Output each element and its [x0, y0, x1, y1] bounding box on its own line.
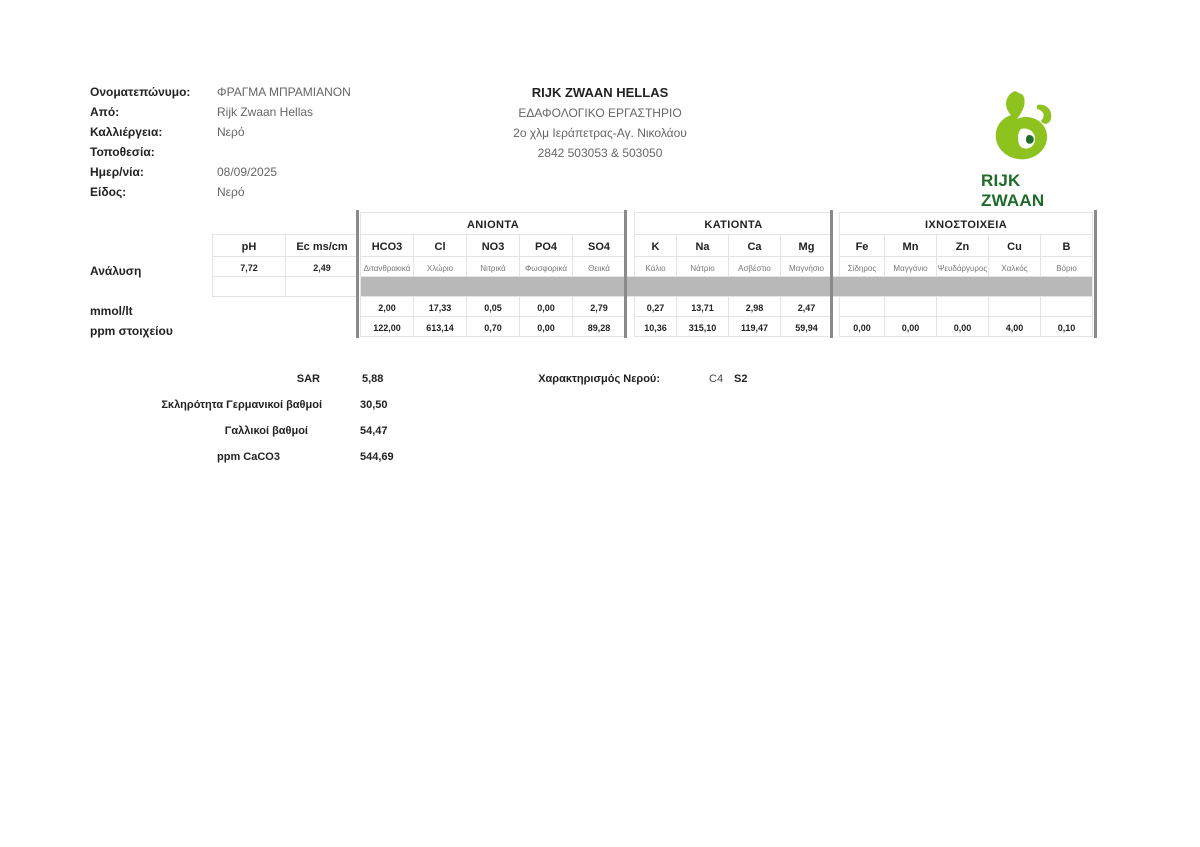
ppm-na: 315,10 [688, 322, 717, 333]
water-char-s: S2 [734, 373, 748, 385]
symbol-fe: Fe [855, 240, 869, 253]
mmol-hco3: 2,00 [378, 302, 396, 313]
name-k: Κάλιο [645, 263, 666, 273]
caco3-value: 544,69 [360, 451, 394, 463]
sar-value: 5,88 [362, 373, 384, 385]
name-no3: Νιτρικά [480, 263, 506, 273]
divider-bar-anions-cations [624, 210, 627, 338]
ppm-mn: 0,00 [901, 322, 920, 333]
symbol-cl: Cl [434, 240, 446, 253]
name-ca: Ασβέστιο [738, 263, 771, 273]
from-label: Από: [90, 105, 120, 119]
symbol-zn: Zn [955, 240, 970, 253]
from-value: Rijk Zwaan Hellas [217, 105, 314, 119]
lab-address: 2ο χλμ Ιεράπετρας-Αγ. Νικολάου [513, 126, 687, 140]
name-mg: Μαγνήσιο [789, 263, 824, 273]
mmol-cl: 17,33 [428, 302, 452, 313]
ppm-cl: 613,14 [426, 322, 454, 333]
rijk-zwaan-logo-icon [975, 85, 1085, 165]
row-label-analysis: Ανάλυση [90, 264, 142, 278]
symbol-hco3: HCO3 [371, 240, 403, 253]
crop-label: Καλλιέργεια: [90, 125, 163, 139]
divider-bar-right [1094, 210, 1097, 338]
name-fe: Σίδηρος [847, 263, 877, 273]
ppm-row [361, 317, 1093, 337]
mmol-row [361, 297, 1093, 317]
divider-bar-cations-trace [830, 210, 833, 338]
ppm-po4: 0,00 [537, 322, 555, 333]
name-hco3: Διτανθρακικά [363, 263, 411, 273]
name-b: Βόριο [1056, 263, 1077, 273]
ion-table [360, 212, 1093, 337]
symbol-so4: SO4 [587, 240, 610, 253]
logo-wordmark: RIJK ZWAAN [981, 171, 1045, 210]
ppm-b: 0,10 [1057, 322, 1076, 333]
symbol-mn: Mn [902, 240, 919, 253]
date-label: Ημερ/νία: [90, 165, 144, 179]
date-value: 08/09/2025 [217, 165, 278, 179]
hardness-de-label: Σκληρότητα Γερμανικοί βαθμοί [161, 399, 322, 411]
row-label-mmol: mmol/lt [90, 304, 133, 318]
ppm-hco3: 122,00 [373, 322, 401, 333]
ppm-ca: 119,47 [740, 322, 769, 333]
name-na: Νάτριο [690, 263, 715, 273]
crop-value: Νερό [217, 125, 245, 139]
rijk-zwaan-logo [975, 85, 1085, 210]
mmol-po4: 0,00 [537, 302, 555, 313]
ppm-fe: 0,00 [853, 322, 871, 333]
hardness-fr-label: Γαλλικοί βαθμοί [224, 425, 308, 437]
caco3-label: ppm CaCO3 [217, 451, 280, 463]
ph-symbol: pH [241, 240, 257, 253]
ec-symbol: Ec ms/cm [296, 240, 348, 253]
ph-value: 7,72 [240, 262, 258, 273]
name-cu: Χαλκός [1001, 263, 1028, 273]
ppm-no3: 0,70 [484, 322, 502, 333]
gray-separator-row [361, 277, 1093, 297]
name-mn: Μαγγάνιο [893, 263, 928, 273]
ppm-zn: 0,00 [953, 322, 972, 333]
ppm-mg: 59,94 [795, 322, 818, 333]
group-cations: ΚΑΤΙΟΝΤΑ [704, 218, 763, 231]
type-value: Νερό [217, 185, 245, 199]
group-anions: ΑΝΙΟΝΤΑ [466, 218, 520, 231]
mmol-so4: 2,79 [590, 302, 608, 313]
name-po4: Φωσφορικά [524, 263, 568, 273]
hardness-fr-value: 54,47 [360, 425, 388, 437]
company-name: RIJK ZWAAN HELLAS [531, 85, 669, 100]
ppm-cu: 4,00 [1005, 322, 1024, 333]
name-cl: Χλώριο [426, 263, 454, 273]
mmol-na: 13,71 [691, 302, 714, 313]
symbol-ca: Ca [747, 240, 762, 253]
symbol-po4: PO4 [534, 240, 557, 253]
water-char-label: Χαρακτηρισμός Νερού: [538, 373, 660, 385]
divider-bar-left [356, 210, 359, 338]
name-zn: Ψευδάργυρος [937, 263, 988, 273]
group-trace: ΙΧΝΟΣΤΟΙΧΕΙΑ [924, 218, 1008, 231]
hardness-de-value: 30,50 [360, 399, 388, 411]
row-label-ppm: ppm στοιχείου [90, 324, 173, 338]
name-value: ΦΡΑΓΜΑ ΜΠΡΑΜΙΑΝΟΝ [217, 85, 351, 99]
mmol-k: 0,27 [646, 302, 665, 313]
ph-ec-table [212, 234, 359, 297]
mmol-ca: 2,98 [745, 302, 764, 313]
lab-phone: 2842 503053 & 503050 [537, 146, 663, 160]
symbol-no3: NO3 [481, 240, 505, 253]
ec-value: 2,49 [313, 262, 331, 273]
type-label: Είδος: [90, 185, 127, 199]
symbol-cu: Cu [1007, 240, 1022, 253]
symbol-na: Na [695, 240, 710, 253]
water-char-c: C4 [709, 373, 724, 385]
ppm-k: 10,36 [644, 322, 667, 333]
symbol-k: K [651, 240, 660, 253]
sar-label: SAR [296, 373, 320, 385]
name-so4: Θειικά [588, 263, 610, 273]
lab-name: ΕΔΑΦΟΛΟΓΙΚΟ ΕΡΓΑΣΤΗΡΙΟ [518, 106, 682, 120]
ppm-so4: 89,28 [587, 322, 611, 333]
symbol-mg: Mg [798, 240, 815, 253]
mmol-mg: 2,47 [797, 302, 816, 313]
symbol-b: B [1062, 240, 1071, 253]
location-label: Τοποθεσία: [90, 145, 155, 159]
mmol-no3: 0,05 [484, 302, 502, 313]
name-label: Ονοματεπώνυμο: [90, 85, 191, 99]
